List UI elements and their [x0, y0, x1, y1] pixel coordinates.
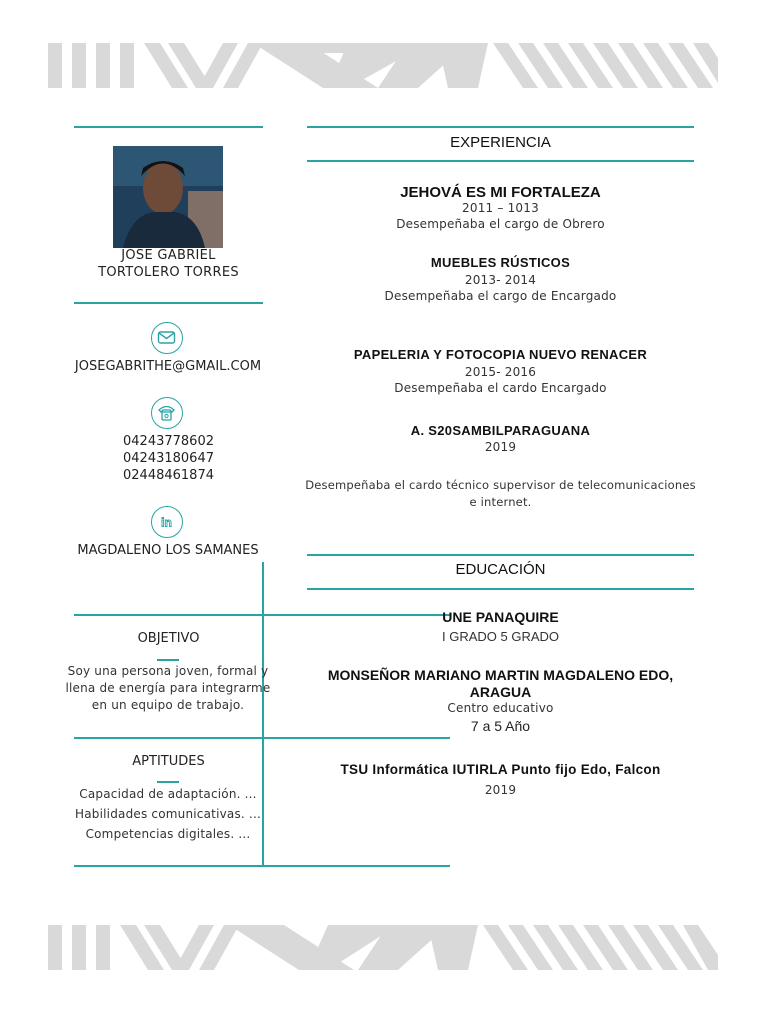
profile-name-line1: JOSE GABRIEL [121, 248, 216, 263]
edu-1-detail: I GRADO 5 GRADO [441, 629, 560, 644]
divider-left-top [74, 126, 263, 128]
objective-line-2: llena de energía para integrarme [65, 681, 271, 695]
job-2-company: MUEBLES RÚSTICOS [430, 255, 571, 270]
skill-item-3: Competencias digitales. ... [85, 827, 251, 841]
decorative-stripe-band-bottom [48, 925, 718, 970]
job-4-role-line-1: Desempeñaba el cardo técnico supervisor de telecomunicaciones [305, 478, 696, 492]
contact-phone-2: 04243180647 [123, 451, 214, 466]
skill-item-2: Habilidades comunicativas. ... [75, 807, 261, 821]
divider-education-bottom [307, 588, 694, 590]
experience-title: EXPERIENCIA [450, 134, 551, 151]
contact-location: MAGDALENO LOS SAMANES [77, 543, 259, 558]
contact-email[interactable]: JOSEGABRITHE@GMAIL.COM [74, 359, 262, 374]
edu-2-school-line-2: ARAGUA [469, 684, 532, 700]
decorative-stripe-band-top [48, 43, 718, 88]
envelope-icon [151, 322, 183, 354]
edu-1-school: UNE PANAQUIRE [442, 609, 559, 625]
job-1-company: JEHOVÁ ES MI FORTALEZA [400, 184, 601, 201]
divider-experience-top [307, 126, 694, 128]
divider-skills-top [74, 737, 450, 739]
skills-underline [157, 781, 179, 783]
objective-title: OBJETIVO [137, 631, 200, 646]
job-4-company: A. S20SAMBILPARAGUANA [410, 423, 591, 438]
divider-bottom [74, 865, 450, 867]
objective-line-3: en un equipo de trabajo. [91, 698, 245, 712]
objective-line-1: Soy una persona joven, formal y [67, 664, 269, 678]
education-title: EDUCACIÓN [455, 561, 546, 578]
svg-text:in: in [161, 515, 172, 530]
edu-2-school-line-1: MONSEÑOR MARIANO MARTIN MAGDALENO EDO, [327, 667, 674, 683]
edu-2-detail: Centro educativo [447, 701, 554, 715]
skill-item-1: Capacidad de adaptación. ... [79, 787, 257, 801]
job-4-years: 2019 [484, 440, 517, 454]
job-3-years: 2015- 2016 [464, 365, 537, 379]
phone-icon [151, 397, 183, 429]
edu-2-detail-2: 7 a 5 Año [470, 718, 531, 734]
contact-phone-1: 04243778602 [123, 434, 214, 449]
edu-3-school: TSU Informática IUTIRLA Punto fijo Edo, Falcon [340, 762, 661, 777]
objective-underline [157, 659, 179, 661]
divider-education-top [307, 554, 694, 556]
linkedin-icon[interactable] [151, 506, 183, 538]
skills-title: APTITUDES [132, 754, 205, 769]
profile-name-line2: TORTOLERO TORRES [98, 265, 239, 280]
job-4-role-line-2: e internet. [469, 495, 532, 509]
profile-photo [113, 146, 223, 248]
job-1-role: Desempeñaba el cargo de Obrero [396, 217, 605, 231]
divider-experience-bottom [307, 160, 694, 162]
job-1-years: 2011 – 1013 [462, 201, 539, 215]
job-3-role: Desempeñaba el cardo Encargado [394, 381, 607, 395]
job-2-years: 2013- 2014 [464, 273, 537, 287]
job-2-role: Desempeñaba el cargo de Encargado [384, 289, 617, 303]
divider-left-under-name [74, 302, 263, 304]
contact-phone-3: 02448461874 [123, 468, 214, 483]
edu-3-detail: 2019 [484, 783, 517, 797]
job-3-company: PAPELERIA Y FOTOCOPIA NUEVO RENACER [353, 347, 648, 362]
